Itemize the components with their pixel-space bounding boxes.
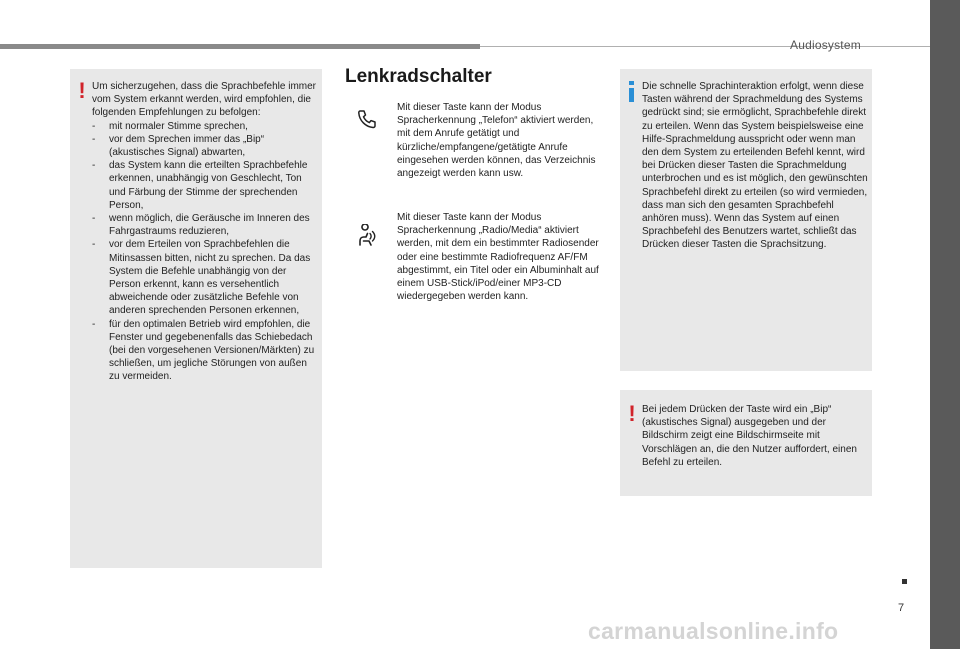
info-box-text: Die schnelle Sprachinteraktion erfolgt, wenn diese Tasten während der Sprachmeldung des Systems gedrückt sind; sie ermöglicht, Sprachbefehle direkt zu erteilen. Wenn das System beispielsweise eine Hilfe-Sprachmeldung ausspricht oder wenn man den dem System zu erteilenden Befehl kennt, wird bei Drücken dieser Tasten die Sprachmeldung unterbrochen und es ist möglich, den gewünschten Sprachbefehl direkt zu erteilen (so wird vermieden, dass man sich den gesamten Sprachbefehl anhören muss). Wenn das System auf einen Sprachbefehl des Benutzers wartet, schließt das Drücken dieser Tasten die Sprachsitzung. bbox=[642, 81, 868, 251]
header-rule-bold bbox=[0, 44, 480, 49]
watermark: carmanualsonline.info bbox=[588, 618, 839, 644]
list-item: - mit normaler Stimme sprechen, bbox=[92, 120, 316, 133]
list-item: - vor dem Erteilen von Sprachbefehlen die Mitinsassen bitten, nicht zu sprechen. Da das System die Befehle unabhängig von der Person erkennt, kann es versehentlich abweichende oder zusätzliche Befehle von anderen sprechenden Personen erkennen, bbox=[92, 238, 316, 317]
info-icon bbox=[629, 88, 634, 102]
side-bar bbox=[930, 0, 960, 649]
list-item: - vor dem Sprechen immer das „Bip“ (akustisches Signal) abwarten, bbox=[92, 133, 316, 159]
warning-right-text: Bei jedem Drücken der Taste wird ein „Bip“ (akustisches Signal) ausgegeben und der Bildschirm zeigt eine Bildschirmseite mit Vorschlägen an, die den Nutzer auffordert, einen Befehl zu erteilen. bbox=[642, 404, 857, 468]
exclamation-icon: ! bbox=[628, 401, 636, 426]
phone-button-description: Mit dieser Taste kann der Modus Spracherkennung „Telefon“ aktiviert werden, mit dem Anrufe getätigt und kürzliche/empfangene/getätigte Anrufe eingesehen werden können, das Verzeichnis angezeigt werden kann usw. bbox=[397, 102, 596, 180]
voice-button-description: Mit dieser Taste kann der Modus Spracherkennung „Radio/Media“ aktiviert werden, mit dem ein bestimmter Radiosender oder eine bestimmte Radiofrequenz AF/FM abgestimmt, ein Titel oder ein Albuminhalt auf einem USB-Stick/iPod/einer MP3-CD wiedergegeben werden kann. bbox=[397, 212, 599, 303]
section-title: Audiosystem bbox=[790, 38, 861, 52]
exclamation-icon: ! bbox=[78, 78, 86, 103]
page-title: Lenkradschalter bbox=[345, 66, 492, 87]
phone-handset-icon bbox=[356, 108, 378, 130]
recommendation-list bbox=[92, 120, 316, 384]
list-item: - wenn möglich, die Geräusche im Inneren des Fahrgastraums reduzieren, bbox=[92, 212, 316, 238]
page-number: 7 bbox=[898, 602, 905, 614]
end-of-section-marker bbox=[902, 579, 907, 584]
voice-command-icon bbox=[355, 224, 379, 248]
warning-left-intro: Um sicherzugehen, dass die Sprachbefehle immer vom System erkannt werden, wird empfohlen, die folgenden Empfehlungen zu befolgen: bbox=[92, 81, 316, 119]
warning-left-content bbox=[92, 80, 316, 384]
list-item: - das System kann die erteilten Sprachbefehle erkennen, unabhängig von Geschlecht, Ton und Färbung der Stimme der sprechenden Person, bbox=[92, 159, 316, 212]
list-item: - für den optimalen Betrieb wird empfohlen, die Fenster und gegebenenfalls das Schiebedach (bei den vorgesehenen Versionen/Märkten) zu schließen, um jegliche Störungen von außen zu vermeiden. bbox=[92, 318, 316, 384]
